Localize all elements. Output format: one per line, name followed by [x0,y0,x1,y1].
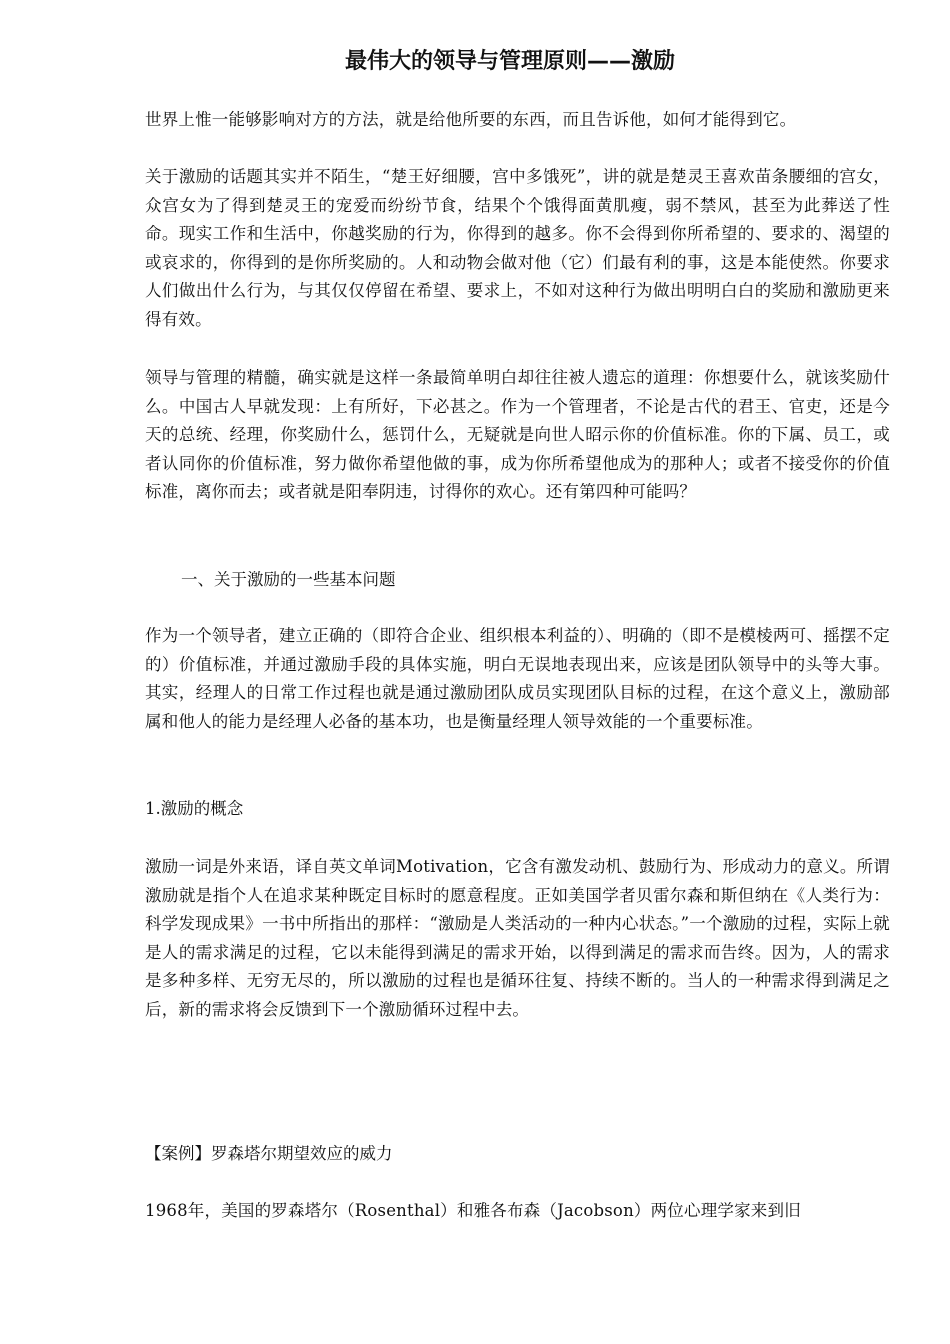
section-heading-basic-questions: 一、关于激励的一些基本问题 [181,570,396,589]
paragraph-leader-values: 作为一个领导者，建立正确的（即符合企业、组织根本利益的）、明确的（即不是模棱两可、摇摆不定的）价值标准，并通过激励手段的具体实施，明白无误地表现出来，应该是团队领导中的头等大事。其实，经理人的日常工作过程也就是通过激励团队成员实现团队目标的过程，在这个意义上，激励部属和他人的能力是经理人必备的基本功，也是衡量经理人领导效能的一个重要标准。 [145,626,890,731]
section-heading-concept: 1.激励的概念 [145,799,244,818]
case-heading: 【案例】罗森塔尔期望效应的威力 [145,1144,393,1163]
paragraph-case-1968: 1968年，美国的罗森塔尔（Rosenthal）和雅各布森（Jacobson）两位心理学家来到旧 [145,1201,801,1220]
paragraph-intro-quote: 世界上惟一能够影响对方的方法，就是给他所要的东西，而且告诉他，如何才能得到它。 [145,110,797,129]
paragraph-chu-king-story: 关于激励的话题其实并不陌生，“楚王好细腰，宫中多饿死”，讲的就是楚灵王喜欢苗条腰细的宫女，众宫女为了得到楚灵王的宠爱而纷纷节食，结果个个饿得面黄肌瘦，弱不禁风，甚至为此葬送了性命。现实工作和生活中，你越奖励的行为，你得到的越多。你不会得到你所希望的、要求的、渴望的或哀求的，你得到的是你所奖励的。人和动物会做对他（它）们最有利的事，这是本能使然。你要求人们做出什么行为，与其仅仅停留在希望、要求上，不如对这种行为做出明明白白的奖励和激励更来得有效。 [145,167,890,329]
paragraph-leadership-essence: 领导与管理的精髓，确实就是这样一条最简单明白却往往被人遗忘的道理：你想要什么，就该奖励什么。中国古人早就发现：上有所好，下必甚之。作为一个管理者，不论是古代的君王、官吏，还是今天的总统、经理，你奖励什么，惩罚什么，无疑就是向世人昭示你的价值标准。你的下属、员工，或者认同你的价值标准，努力做你希望他做的事，成为你所希望他成为的那种人；或者不接受你的价值标准，离你而去；或者就是阳奉阴违，讨得你的欢心。还有第四种可能吗？ [145,368,890,501]
paragraph-motivation-definition: 激励一词是外来语，译自英文单词Motivation，它含有激发动机、鼓励行为、形成动力的意义。所谓激励就是指个人在追求某种既定目标时的愿意程度。正如美国学者贝雷尔森和斯但纳在《人类行为：科学发现成果》一书中所指出的那样：“激励是人类活动的一种内心状态。”一个激励的过程，实际上就是人的需求满足的过程，它以未能得到满足的需求开始，以得到满足的需求而告终。因为，人的需求是多种多样、无穷无尽的，所以激励的过程也是循环往复、持续不断的。当人的一种需求得到满足之后，新的需求将会反馈到下一个激励循环过程中去。 [145,857,890,1019]
document-title: 最伟大的领导与管理原则——激励 [344,49,675,74]
